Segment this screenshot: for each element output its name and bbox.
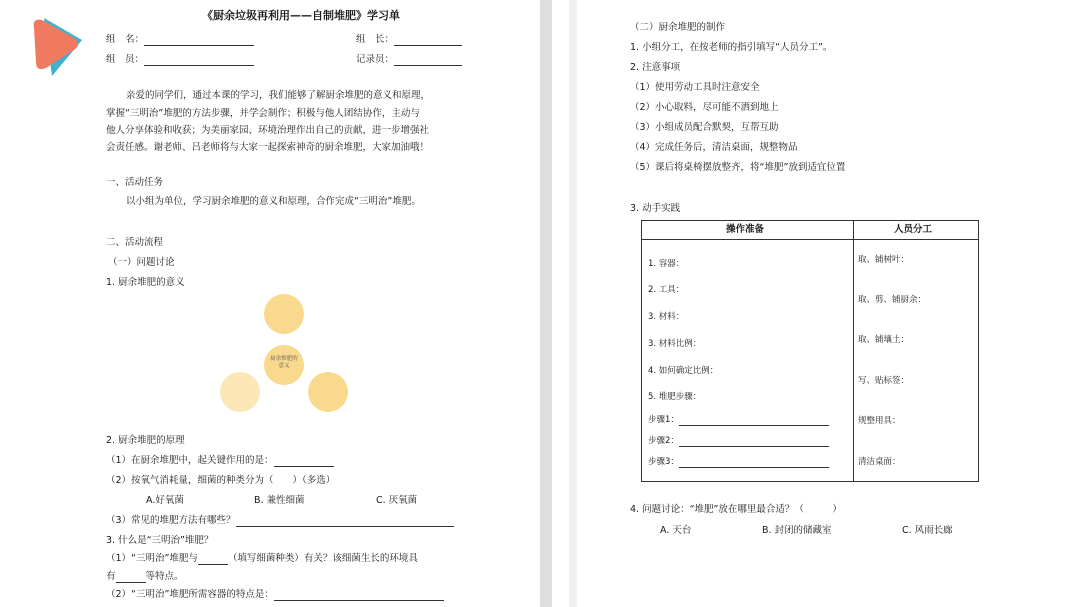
table-header-roles: 人员分工 bbox=[894, 224, 933, 235]
table-header-preparation: 操作准备 bbox=[726, 224, 765, 235]
question-2-3: （3）常见的堆肥方法有哪些？ bbox=[106, 515, 454, 527]
subsection-discussion: （一）问题讨论 bbox=[108, 257, 175, 268]
note-5: （5）课后将桌椅摆放整齐，将“堆肥”放到适宜位置 bbox=[630, 162, 846, 173]
worksheet-page-right bbox=[590, 0, 990, 607]
role-label: 写、贴标签： bbox=[858, 376, 910, 386]
group-members-label: 组 员： bbox=[106, 54, 254, 66]
location-option-a: A. 天台 bbox=[660, 525, 692, 536]
note-3: （3）小组成员配合默契，互帮互助 bbox=[630, 122, 779, 133]
prep-item-materials: 3. 材料： bbox=[648, 312, 685, 322]
role-soil: 取、铺壤土： bbox=[858, 335, 910, 345]
subsection-making: （二）厨余堆肥的制作 bbox=[630, 22, 726, 33]
step-2: 步骤2： bbox=[648, 436, 829, 447]
worksheet-page-left bbox=[94, 0, 538, 607]
question-3-1: （1）“三明治”堆肥与 （填写细菌种类）有关？该细菌生长的环境具 bbox=[106, 553, 418, 564]
right-item-2: 2. 注意事项 bbox=[630, 62, 681, 73]
option-c: C. 厌氧菌 bbox=[376, 495, 418, 506]
role-clean-desk: 清洁桌面： bbox=[858, 457, 901, 467]
section-1-title: 一、活动任务 bbox=[106, 177, 164, 188]
intro-line-1: 亲爱的同学们，通过本课的学习，我们能够了解厨余堆肥的意义和原理， bbox=[126, 90, 431, 101]
right-item-3: 3. 动手实践 bbox=[630, 203, 681, 214]
question-3: 3. 什么是“三明治”堆肥？ bbox=[106, 535, 214, 546]
intro-line-3: 他人分享体验和收获；为美丽家园、环境治理作出自己的贡献，进一步增强社 bbox=[106, 125, 430, 136]
diagram-circle-left bbox=[220, 372, 260, 412]
question-3-1-cont: 有 等特点。 bbox=[106, 571, 184, 582]
group-leader-label: 组 长： bbox=[356, 34, 462, 46]
worksheet-title: 《厨余垃圾再利用——自制堆肥》学习单 bbox=[202, 9, 400, 22]
right-item-4: 4. 问题讨论：“堆肥”放在哪里最合适？（ ） bbox=[630, 504, 842, 515]
section-2-title: 二、活动流程 bbox=[106, 237, 164, 248]
note-4: （4）完成任务后，清洁桌面，规整物品 bbox=[630, 142, 798, 153]
diagram-center-label: 厨余堆肥的意义 bbox=[270, 356, 298, 369]
prep-item-tools: 2. 工具： bbox=[648, 285, 685, 295]
option-a: A.好氧菌 bbox=[146, 495, 184, 506]
role-kitchen-waste: 取、剪、铺厨余： bbox=[858, 295, 927, 305]
location-option-b: B. 封闭的储藏室 bbox=[762, 525, 832, 536]
question-2: 2. 厨余堆肥的原理 bbox=[106, 435, 185, 446]
intro-line-4: 会责任感。谢老师、吕老师将与大家一起探索神奇的厨余堆肥，大家加油哦！ bbox=[106, 142, 430, 153]
role-tidy-tools: 规整用具： bbox=[858, 416, 901, 426]
question-2-2: （2）按氧气消耗量，细菌的种类分为（ ）（多选） bbox=[106, 475, 336, 486]
recorder-label: 记录员： bbox=[356, 54, 462, 66]
practice-table bbox=[641, 220, 979, 482]
page-gutter bbox=[540, 0, 552, 607]
question-2-1: （1）在厨余堆肥中，起关键作用的是： bbox=[106, 455, 334, 467]
prep-item-how-ratio: 4. 如何确定比例： bbox=[648, 366, 719, 376]
note-2: （2）小心取料，尽可能不洒到地上 bbox=[630, 102, 779, 113]
diagram-circle-top bbox=[264, 294, 304, 334]
logo-icon bbox=[30, 14, 86, 78]
prep-item-steps: 5. 堆肥步骤： bbox=[648, 392, 702, 402]
right-item-1: 1. 小组分工，在按老师的指引填写“人员分工”。 bbox=[630, 42, 833, 53]
step-3: 步骤3： bbox=[648, 457, 829, 468]
question-3-2: （2）“三明治”堆肥所需容器的特点是： bbox=[106, 589, 444, 601]
intro-line-2: 掌握“三明治”堆肥的方法步骤，并学会制作；积极与他人团结协作，主动与 bbox=[106, 108, 420, 119]
location-option-c: C. 风雨长廊 bbox=[902, 525, 953, 536]
group-name-label: 组 名： bbox=[106, 34, 254, 46]
step-1: 步骤1： bbox=[648, 415, 829, 426]
role-leaves: 取、铺树叶： bbox=[858, 255, 910, 265]
section-1-text: 以小组为单位，学习厨余堆肥的意义和原理，合作完成“三明治”堆肥。 bbox=[126, 196, 421, 207]
prep-item-container: 1. 容器： bbox=[648, 259, 685, 269]
page-gutter-shadow bbox=[569, 0, 577, 607]
diagram-circle-right bbox=[308, 372, 348, 412]
question-1: 1. 厨余堆肥的意义 bbox=[106, 277, 185, 288]
note-1: （1）使用劳动工具时注意安全 bbox=[630, 82, 760, 93]
prep-item-ratio: 3. 材料比例： bbox=[648, 339, 702, 349]
option-b: B. 兼性细菌 bbox=[254, 495, 305, 506]
